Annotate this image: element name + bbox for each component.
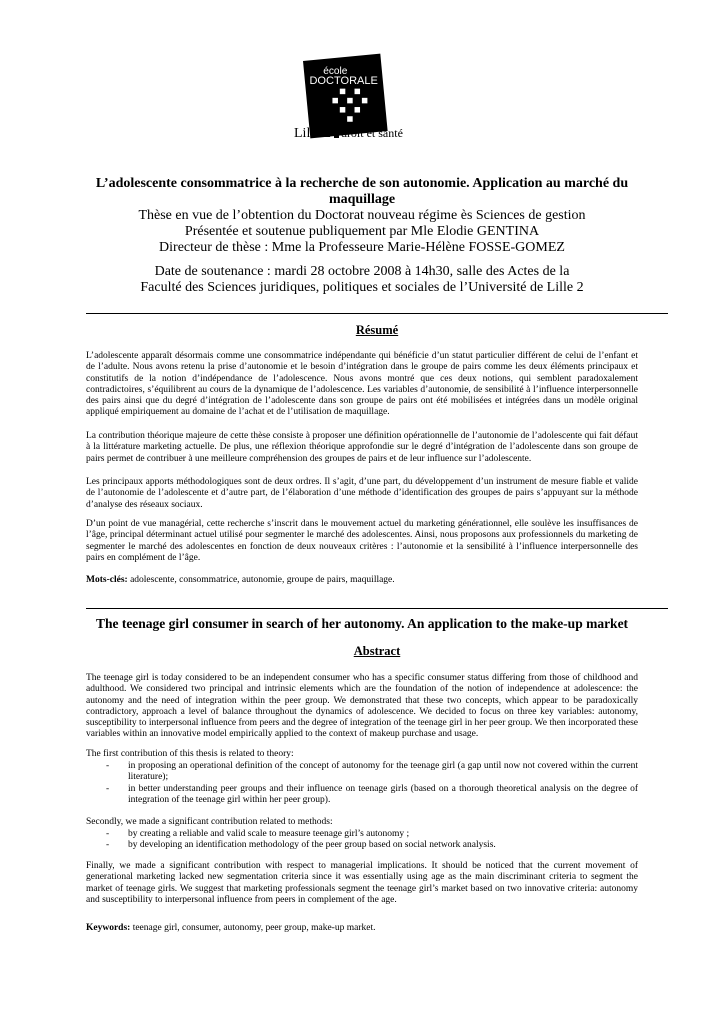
thesis-author: Présentée et soutenue publiquement par Mle Elodie GENTINA [184, 224, 540, 239]
resume-keywords-label: Mots-clés: [86, 575, 128, 585]
logo-city: Lille 2 [294, 126, 331, 141]
abstract-theory-intro: The first contribution of this thesis is related to theory: [86, 749, 294, 759]
logo-line1: école [323, 65, 348, 77]
english-title: The teenage girl consumer in search of her autonomy. An application to the make-up market [95, 616, 629, 631]
defense-date-line1: Date de soutenance : mardi 28 octobre 2008 à 14h30, salle des Actes de la [154, 264, 570, 279]
list-item: - in proposing an operational definition of the concept of autonomy for the teenage girl (a gap until now not covered within the current literature); [106, 761, 638, 783]
resume-paragraph-1: L’adolescente apparaît désormais comme une consommatrice indépendante qui bénéficie d’un statut particulier différent de celui de l’enfant et de l’adulte. Nous avons retenu la prise d’autonomie et le besoin d’intégration dans le groupe de pairs comme les deux éléments principaux et constitutifs de la notion d’indépendance de l’adolescence. Nous avons montré que ces deux notions, qui semblent paradoxalement contradictoires, s’équilibrent au cours de la dynamique de l’adolescence. Les variables d’autonomie, de sensibilité à l’influence interpersonnelle des pairs ainsi que du degré d’intégration de l’adolescente dans son groupe de pairs ont été mobilisées et intégrées dans un modèle original appliqué empiriquement au domaine de l’achat et de l’utilisation de maquillage. [86, 351, 638, 418]
resume-paragraph-3: Les principaux apports méthodologiques sont de deux ordres. Il s’agit, d’une part, du développement d’un instrument de mesure fiable et valide de l’autonomie de l’adolescente et d’autre part, de l’élaboration d’une méthode d’identification des groupes de pairs s’appuyant sur la méthode d’analyse des réseaux sociaux. [86, 477, 638, 510]
defense-date [88, 264, 636, 296]
resume-paragraph-4: D’un point de vue managérial, cette recherche s’inscrit dans le mouvement actuel du marketing générationnel, elle soulève les insuffisances de l’âge, principal déterminant actuel utilisé pour segmenter le marché des adolescentes. Ainsi, nous proposons aux professionnels du marketing de segmenter le marché des adolescentes en fonction de deux nouveaux critères : l’autonomie et la sensibilité à l’influence interpersonnelle des pairs en complément de l’âge. [86, 519, 638, 563]
logo-square-icon [334, 133, 339, 138]
thesis-title-line1: L’adolescente consommatrice à la recherche de son autonomie. Application au marché du [95, 176, 629, 191]
abstract-methods-intro: Secondly, we made a significant contribution related to methods: [86, 817, 333, 827]
divider [86, 313, 668, 314]
resume-heading: Résumé [355, 323, 399, 337]
thesis-title-line2: maquillage [328, 192, 396, 207]
list-item: - by developing an identification methodology of the peer group based on social network analysis. [106, 840, 496, 851]
logo-line2: DOCTORALE [309, 75, 378, 88]
resume-keywords-text: adolescente, consommatrice, autonomie, groupe de pairs, maquillage. [127, 575, 395, 585]
abstract-paragraph-4: Finally, we made a significant contribution with respect to managerial implications. It should be noticed that the current movement of generational marketing lacked new segmentation criteria since it was essentially using age as the main discriminant criteria to segment the market of teenage girls. We suggest that marketing professionals segment the teenage girl’s market based on two innovative criteria: autonomy and susceptibility to interpersonal influence from peers in complement of the age. [86, 861, 638, 905]
resume-keywords [86, 575, 638, 586]
logo-caption [294, 126, 403, 142]
defense-date-line2: Faculté des Sciences juridiques, politiques et sociales de l’Université de Lille 2 [140, 280, 584, 295]
logo-tagline: droit et santé [340, 126, 403, 140]
resume-paragraph-2: La contribution théorique majeure de cette thèse consiste à proposer une définition opérationnelle de l’autonomie de l’adolescente qui fait défaut à la littérature marketing actuelle. De plus, une réflexion théorique approfondie sur le degré d’intégration de l’adolescente dans son groupe de pairs permet de contribuer à une meilleure compréhension des groupes de pairs et de leur influence sur l’adolescente. [86, 431, 638, 464]
thesis-degree: Thèse en vue de l’obtention du Doctorat nouveau régime ès Sciences de gestion [138, 208, 586, 223]
abstract-keywords [86, 923, 638, 934]
abstract-theory-list [86, 761, 638, 806]
abstract-heading: Abstract [353, 644, 401, 658]
list-item: - by creating a reliable and valid scale to measure teenage girl’s autonomy ; [106, 829, 410, 839]
divider [86, 608, 668, 609]
thesis-director: Directeur de thèse : Mme la Professeure Marie-Hélène FOSSE-GOMEZ [159, 240, 565, 255]
thesis-header [88, 176, 636, 256]
abstract-keywords-text: teenage girl, consumer, autonomy, peer group, make-up market. [130, 923, 376, 933]
abstract-keywords-label: Keywords: [86, 923, 131, 933]
list-item: - in better understanding peer groups and their influence on teenage girls (based on a thorough theoretical analysis on the degree of integration of the teenage girl within her peer group). [106, 783, 638, 805]
abstract-paragraph-1: The teenage girl is today considered to be an independent consumer who has a specific consumer status differing from those of childhood and adulthood. We considered two principal and intrinsic elements which are the foundation of the notion of independence at adolescence: the autonomy and the need of integration within the peer group. We demonstrated that these two concepts, which appear to be paradoxically contradictory, approach a level of balance throughout the dynamics of adolescence. We decided to focus on three key variables: autonomy, susceptibility to interpersonal influence from peers and the degree of integration of the teenage girl in her peer group. We then incorporated these variables within an innovative model empirically applied to the context of makeup purchase and usage. [86, 673, 638, 740]
abstract-methods-list [86, 829, 638, 852]
